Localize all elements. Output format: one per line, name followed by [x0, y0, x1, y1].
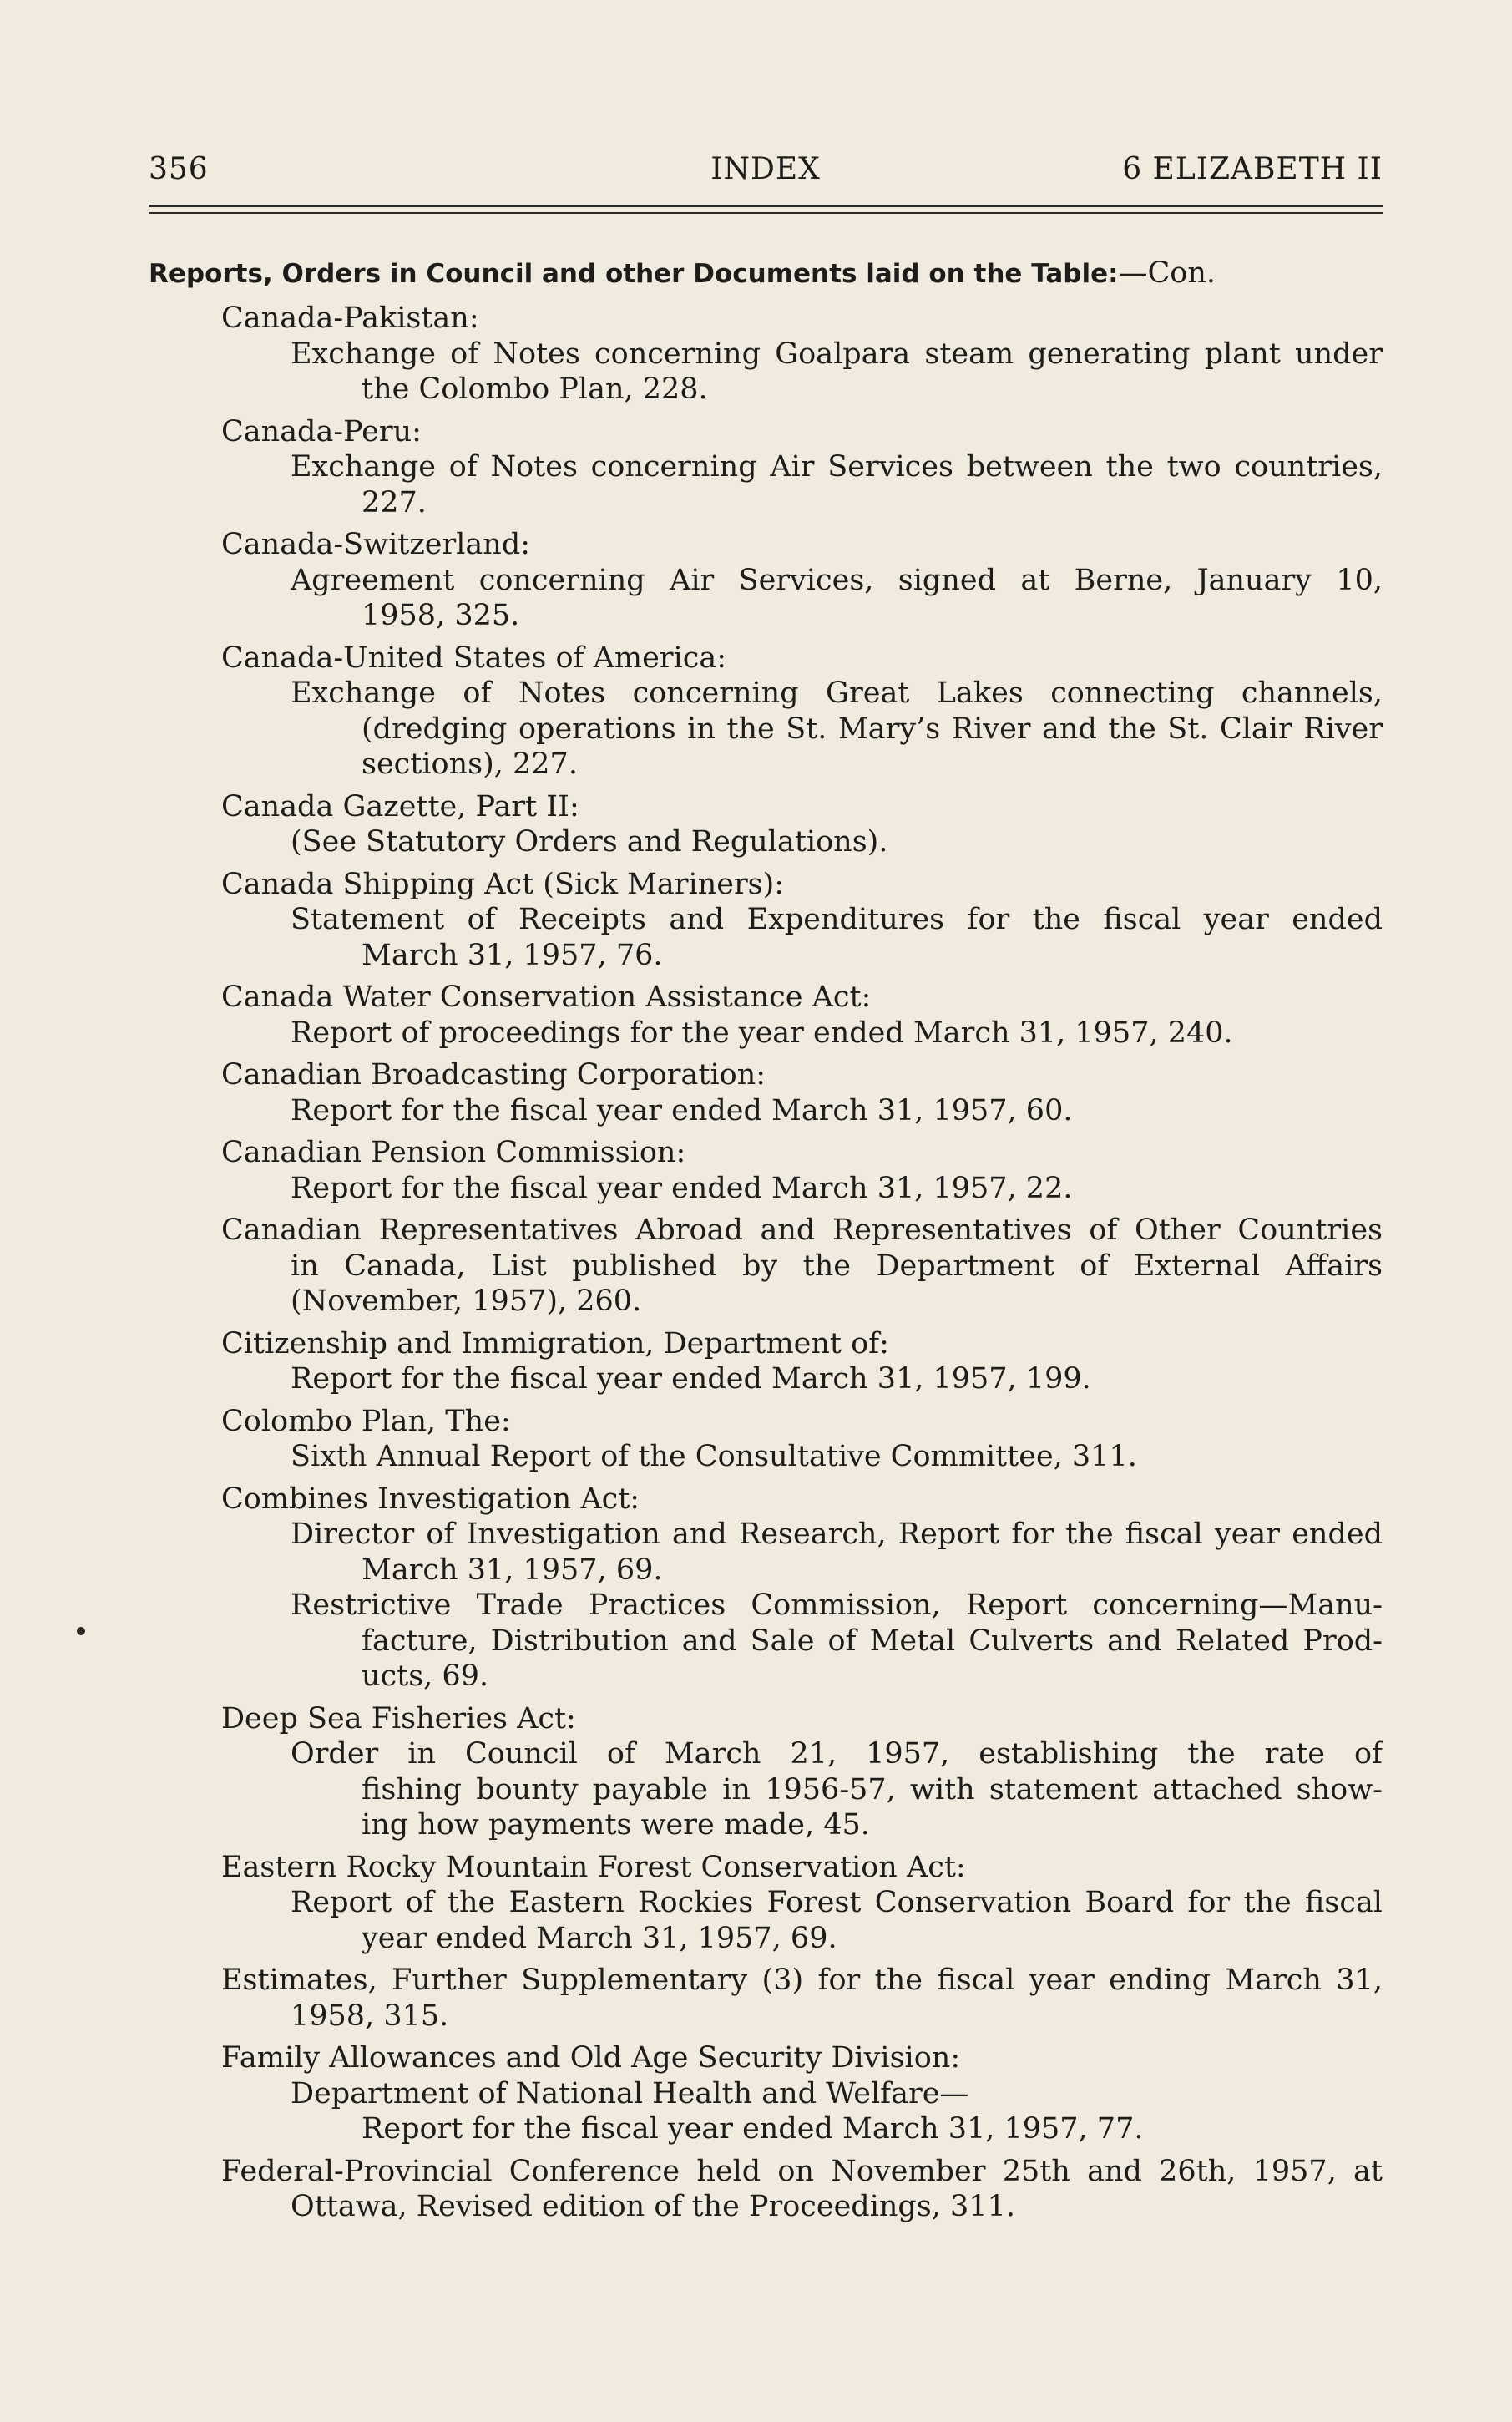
index-content [149, 252, 1383, 2232]
entry-text-line: the Colombo Plan, 228. [362, 372, 708, 406]
entry-text-line: 227. [362, 485, 427, 519]
entry-text-line: Department of National Health and Welfare— [291, 2076, 969, 2110]
entry-heading: Family Allowances and Old Age Security Division: [221, 2041, 961, 2075]
entry-text-line: (November, 1957), 260. [291, 1284, 642, 1318]
index-entry [149, 1326, 1383, 1397]
entry-text-line: in Canada, List published by the Department of External Affairs [291, 1249, 1383, 1283]
entry-heading: Canada Water Conservation Assistance Act: [221, 980, 872, 1014]
entry-text-line: Sixth Annual Report of the Consultative Committee, 311. [291, 1440, 1137, 1473]
index-entries [149, 301, 1383, 2225]
entry-text-line: Report for the fiscal year ended March 31, 1957, 199. [291, 1362, 1091, 1396]
index-entry [149, 301, 1383, 408]
entry-heading: Canada Shipping Act (Sick Mariners): [221, 867, 785, 901]
entry-heading: Canada-Peru: [221, 414, 422, 448]
entry-text-line: ing how payments were made, 45. [362, 1808, 870, 1842]
section-heading [149, 252, 1383, 294]
index-entry [149, 1213, 1383, 1320]
entry-heading: Canada-United States of America: [221, 641, 726, 675]
header-title: INDEX [710, 152, 821, 186]
index-entry [149, 641, 1383, 783]
index-entry [149, 789, 1383, 860]
index-entry [149, 980, 1383, 1051]
entry-text-line: Report of proceedings for the year ended March 31, 1957, 240. [291, 1016, 1233, 1050]
entry-heading: Eastern Rocky Mountain Forest Conservation Act: [221, 1850, 966, 1884]
index-entry [149, 1482, 1383, 1695]
entry-heading: Canada Gazette, Part II: [221, 789, 579, 823]
index-entry [149, 1135, 1383, 1206]
entry-text-line: Order in Council of March 21, 1957, establishing the rate of [291, 1737, 1383, 1771]
entry-text-line: Exchange of Notes concerning Air Services between the two countries, [291, 450, 1383, 484]
entry-text-line: Report for the fiscal year ended March 31, 1957, 77. [362, 2112, 1144, 2146]
entry-heading: Combines Investigation Act: [221, 1482, 640, 1516]
entry-heading: Colombo Plan, The: [221, 1404, 511, 1438]
index-entry [149, 867, 1383, 974]
header-regnal-year: 6 ELIZABETH II [1122, 152, 1383, 186]
entry-text-line: Report of the Eastern Rockies Forest Conservation Board for the fiscal [291, 1886, 1383, 1919]
entry-heading: Citizenship and Immigration, Department of: [221, 1326, 889, 1360]
entry-text-line: Restrictive Trade Practices Commission, Report concerning—Manu- [291, 1588, 1383, 1622]
index-entry [149, 1057, 1383, 1128]
entry-text-line: Report for the fiscal year ended March 31, 1957, 60. [291, 1093, 1073, 1127]
index-entry [149, 1701, 1383, 1843]
index-entry [149, 1404, 1383, 1475]
running-header [149, 149, 1383, 190]
entry-text-line: (dredging operations in the St. Mary’s River and the St. Clair River [362, 712, 1383, 746]
entry-heading: Canadian Representatives Abroad and Representatives of Other Countries [221, 1214, 1383, 1247]
entry-heading: Canada-Switzerland: [221, 528, 531, 561]
page-number: 356 [149, 152, 209, 186]
index-entry [149, 2154, 1383, 2225]
index-entry [149, 414, 1383, 521]
entry-heading: Canada-Pakistan: [221, 301, 479, 335]
entry-text-line: 1958, 315. [291, 1999, 449, 2033]
entry-text-line: March 31, 1957, 69. [362, 1553, 663, 1587]
entry-text-line: Agreement concerning Air Services, signed at Berne, January 10, [291, 563, 1383, 597]
entry-text-line: 1958, 325. [362, 599, 520, 632]
entry-text-line: Statement of Receipts and Expenditures for the fiscal year ended [291, 903, 1383, 936]
entry-heading: Canadian Broadcasting Corporation: [221, 1058, 766, 1092]
index-entry [149, 2040, 1383, 2147]
header-rule-top [149, 205, 1383, 207]
entry-text-line: Director of Investigation and Research, Report for the fiscal year ended [291, 1518, 1383, 1551]
entry-text-line: facture, Distribution and Sale of Metal Culverts and Related Prod- [362, 1624, 1383, 1658]
entry-text-line: sections), 227. [362, 747, 578, 781]
entry-text-line: Exchange of Notes concerning Great Lakes connecting channels, [291, 676, 1383, 710]
section-heading-text: Reports, Orders in Council and other Documents laid on the Table: [149, 259, 1119, 289]
entry-text-line: (See Statutory Orders and Regulations). [291, 825, 888, 859]
entry-text-line: Report for the fiscal year ended March 31, 1957, 22. [291, 1171, 1073, 1205]
index-entry [149, 1850, 1383, 1957]
print-speck [77, 1627, 85, 1635]
header-rule-bottom [149, 212, 1383, 214]
entry-heading: Federal-Provincial Conference held on November 25th and 26th, 1957, at [221, 2154, 1383, 2188]
entry-text-line: fishing bounty payable in 1956-57, with statement attached show- [362, 1772, 1383, 1806]
index-entry [149, 1963, 1383, 2034]
entry-text-line: year ended March 31, 1957, 69. [362, 1921, 837, 1955]
entry-text-line: March 31, 1957, 76. [362, 938, 663, 972]
entry-heading: Estimates, Further Supplementary (3) for the fiscal year ending March 31, [221, 1963, 1383, 1997]
section-heading-continuation: —Con. [1118, 256, 1216, 290]
entry-text-line: ucts, 69. [362, 1659, 489, 1693]
index-entry [149, 527, 1383, 634]
entry-text-line: Exchange of Notes concerning Goalpara steam generating plant under [291, 337, 1383, 371]
entry-heading: Canadian Pension Commission: [221, 1136, 686, 1169]
entry-heading: Deep Sea Fisheries Act: [221, 1701, 576, 1735]
entry-text-line: Ottawa, Revised edition of the Proceedings, 311. [291, 2190, 1015, 2223]
